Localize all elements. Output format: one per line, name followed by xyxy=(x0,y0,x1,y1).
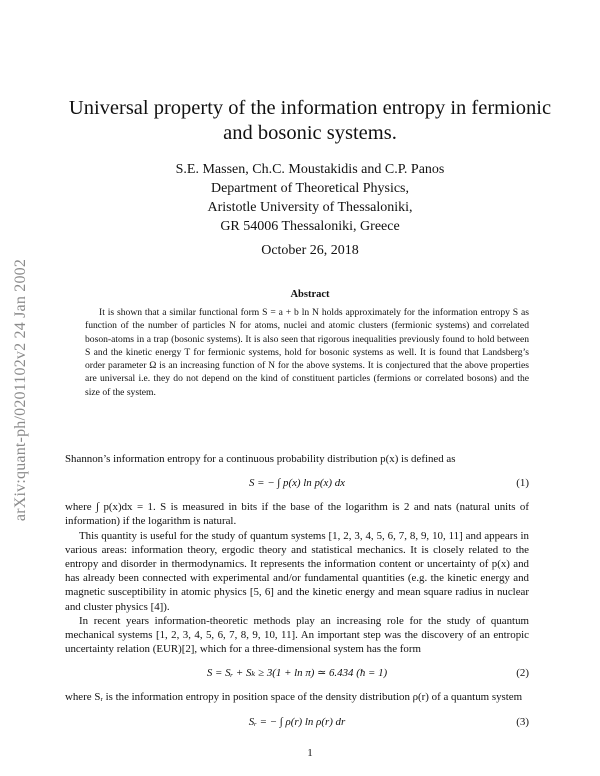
arxiv-side-identifier xyxy=(6,200,36,580)
paper-title xyxy=(40,96,580,146)
equation-1 xyxy=(65,466,529,500)
equation-2 xyxy=(65,656,529,690)
paragraph-position-entropy: where Sᵣ is the information entropy in position space of the density distribution ρ(r) of a quantum system xyxy=(65,691,523,704)
paragraph-normalization: where ∫ p(x)dx = 1. S is measured in bits if the base of the logarithm is 2 and nats (natural units of information) if the logarithm is natural. xyxy=(65,501,529,528)
equation-1-expression: S = − ∫ p(x) ln p(x) dx xyxy=(248,477,345,490)
abstract-text: It is shown that a similar functional form S = a + b ln N holds approximately for the information entropy S as function of the number of particles N for atoms, nuclei and atomic clusters (fermionic systems) and correlated boson-atoms in a trap (bosonic systems). It is also seen that rigorous inequalities previously found to hold between S and the kinetic energy T for fermionic systems, hold for bosonic systems as well. It is found that Landsberg’s order parameter Ω is an increasing function of N for the above systems. It is conjectured that the above properties are universal i.e. they do not depend on the kind of constituent particles (fermions or correlated bosons) and the size of the system. xyxy=(85,307,529,398)
paragraph-usefulness: This quantity is useful for the study of quantum systems [1, 2, 3, 4, 5, 6, 7, 8, 9, 10, 11] and appears in various areas: information theory, ergodic theory and statistical mechanics. It is closely related to the entropy and disorder in thermodynamics. It represents the information content or uncertainty of p(x) and has already been connected with experimental and/or fundamental quantities (e.g. the kinetic energy and magnetic susceptibility in atomic physics [5, 6] and the kinetic energy and mean square radius in nuclear and cluster physics [4]). xyxy=(65,529,529,613)
equation-2-number: (2) xyxy=(516,667,529,680)
equation-3 xyxy=(65,705,529,739)
paragraph-intro: Shannon’s information entropy for a continuous probability distribution p(x) is defined as xyxy=(65,453,456,465)
page-number: 1 xyxy=(307,747,313,759)
equation-3-expression: Sᵣ = − ∫ ρ(r) ln ρ(r) dr xyxy=(248,715,346,728)
equation-2-expression: S = Sᵣ + Sₖ ≥ 3(1 + ln π) ≃ 6.434 (ħ = 1) xyxy=(206,667,388,680)
paragraph-recent-years: In recent years information-theoretic methods play an increasing role for the study of quantum mechanical systems [1, 2, 3, 4, 5, 6, 7, 8, 9, 10, 11]. An important step was the discovery of an entropic uncertainty relation (EUR)[2], which for a three-dimensional system has the form xyxy=(65,614,529,656)
affiliation-line-2: Aristotle University of Thessaloniki, xyxy=(207,200,413,215)
equation-3-number: (3) xyxy=(516,715,529,728)
author-block xyxy=(40,160,580,236)
author-names: S.E. Massen, Ch.C. Moustakidis and C.P. Panos xyxy=(175,162,445,177)
affiliation-line-1: Department of Theoretical Physics, xyxy=(210,181,410,196)
paper-date: October 26, 2018 xyxy=(261,243,359,258)
affiliation-line-3: GR 54006 Thessaloniki, Greece xyxy=(220,219,400,234)
arxiv-id-text: arXiv:quant-ph/0201102v2 24 Jan 2002 xyxy=(12,258,29,522)
title-line-1: Universal property of the information entropy in fermionic xyxy=(68,97,552,119)
abstract-heading: Abstract xyxy=(290,289,330,300)
abstract xyxy=(85,306,529,399)
equation-1-number: (1) xyxy=(516,477,529,490)
body-text xyxy=(65,452,529,739)
title-line-2: and bosonic systems. xyxy=(223,122,397,144)
